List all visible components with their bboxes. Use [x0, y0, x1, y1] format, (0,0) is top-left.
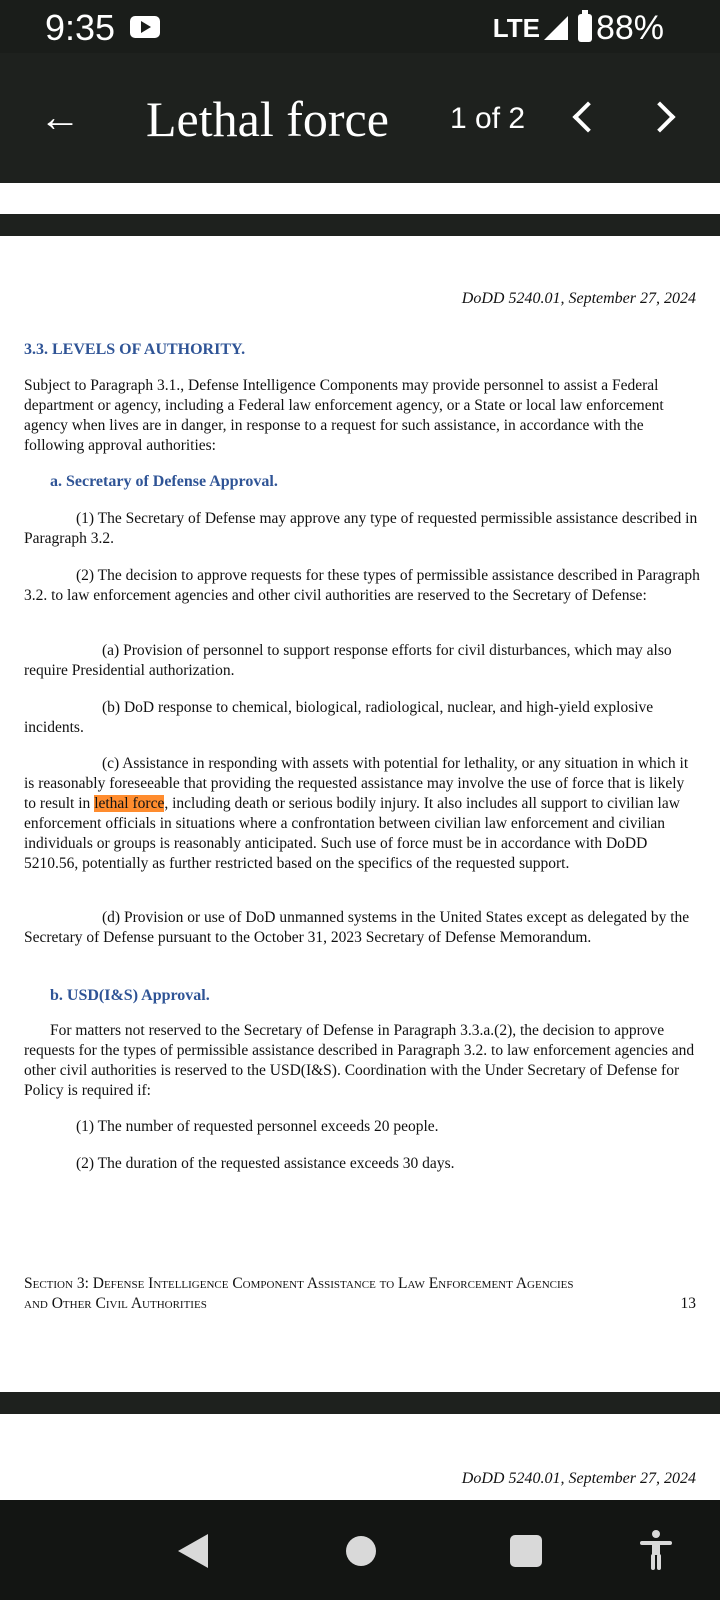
- status-bar: [0, 0, 720, 53]
- page-footer: [24, 1274, 696, 1314]
- arrow-left-icon: ←: [39, 93, 81, 140]
- next-match-button[interactable]: [640, 93, 688, 141]
- page-separator: [0, 214, 720, 236]
- battery-icon: [578, 14, 592, 42]
- subheading-b: b. USD(I&S) Approval.: [50, 987, 210, 1004]
- paragraph-a2b: (b) DoD response to chemical, biological, radiological, nuclear, and high-yield explosive incidents.: [24, 699, 654, 736]
- youtube-notification-icon: [130, 16, 160, 38]
- system-navigation-bar: [0, 1500, 720, 1600]
- network-type: LTE: [492, 13, 540, 43]
- document-header: DoDD 5240.01, September 27, 2024: [461, 1470, 696, 1487]
- footer-line: Section 3: Defense Intelligence Component Assistance to Law Enforcement Agencies: [24, 1275, 574, 1292]
- chevron-right-icon: [644, 101, 675, 132]
- paragraph-b2: (2) The duration of the requested assistance exceeds 30 days.: [76, 1155, 455, 1172]
- paragraph-b1: (1) The number of requested personnel exceeds 20 people.: [76, 1118, 439, 1135]
- subheading-a: a. Secretary of Defense Approval.: [50, 473, 278, 490]
- triangle-back-icon[interactable]: [178, 1534, 208, 1568]
- paragraph-a2d: (d) Provision or use of DoD unmanned systems in the United States except as delegated by the Secretary of Defense pursuant to the October 31, 2023 Secretary of Defense Memorandum.: [24, 909, 690, 946]
- paragraph-a2c: [24, 754, 700, 874]
- status-time: 9:35: [45, 7, 116, 48]
- footer-line: and Other Civil Authorities: [24, 1295, 207, 1312]
- previous-match-button[interactable]: [560, 93, 608, 141]
- paragraph-a2: (2) The decision to approve requests for these types of permissible assistance described in Paragraph 3.2. to law enforcement agencies and other civil authorities are reserved to the Secretary of Defense:: [24, 567, 700, 604]
- signal-icon: [544, 16, 568, 40]
- paragraph-a1: (1) The Secretary of Defense may approve any type of requested permissible assistance described in Paragraph 3.2.: [24, 510, 698, 547]
- chevron-left-icon: [572, 101, 603, 132]
- text-span: (c) Assistance in responding with assets with potential for lethality, or any situation in which it is reasonably foreseeable that providing the requested assistance may involve the use of force that is likely to result in: [24, 755, 689, 812]
- section-heading: 3.3. LEVELS OF AUTHORITY.: [24, 341, 246, 358]
- paragraph-a2a: (a) Provision of personnel to support response efforts for civil disturbances, which may also require Presidential authorization.: [24, 642, 672, 679]
- back-button[interactable]: [36, 93, 84, 141]
- search-highlight[interactable]: lethal force: [94, 795, 165, 812]
- footer-line-2: [24, 1294, 696, 1314]
- document-page: [24, 340, 700, 1320]
- battery-percent: 88%: [595, 9, 664, 47]
- document-header: DoDD 5240.01, September 27, 2024: [461, 290, 696, 307]
- circle-home-icon[interactable]: [346, 1536, 376, 1566]
- match-count: 1 of 2: [450, 102, 526, 135]
- intro-paragraph: Subject to Paragraph 3.1., Defense Intelligence Components may provide personnel to assist a Federal department or agency, including a Federal law enforcement agency, or a State or local law enforcement agency when lives are in danger, in response to a request for such assistance, in accordance with the following approval authorities:: [24, 377, 664, 454]
- page-separator: [0, 1392, 720, 1414]
- search-app-bar: [0, 53, 720, 183]
- text-span: , including death or serious bodily injury. It also includes all support to civilian law enforcement officials in situations where a confrontation between civilian law enforcement and civilian individuals or groups is reasonably anticipated. Such use of force must be in accordance with DoDD 5210.56, potentially as further restricted based on the specifics of the requested support.: [24, 795, 680, 872]
- status-indicators: [493, 8, 664, 48]
- page-number: 13: [680, 1295, 696, 1312]
- square-recents-icon[interactable]: [510, 1535, 542, 1567]
- paragraph-b: For matters not reserved to the Secretary of Defense in Paragraph 3.3.a.(2), the decision to approve requests for the types of permissible assistance described in Paragraph 3.2. to law enforcement agencies and other civil authorities is reserved to the USD(I&S). Coordination with the Under Secretary of Defense for Policy is required if:: [24, 1022, 695, 1099]
- accessibility-icon[interactable]: [636, 1528, 676, 1572]
- search-query[interactable]: Lethal force: [146, 91, 389, 147]
